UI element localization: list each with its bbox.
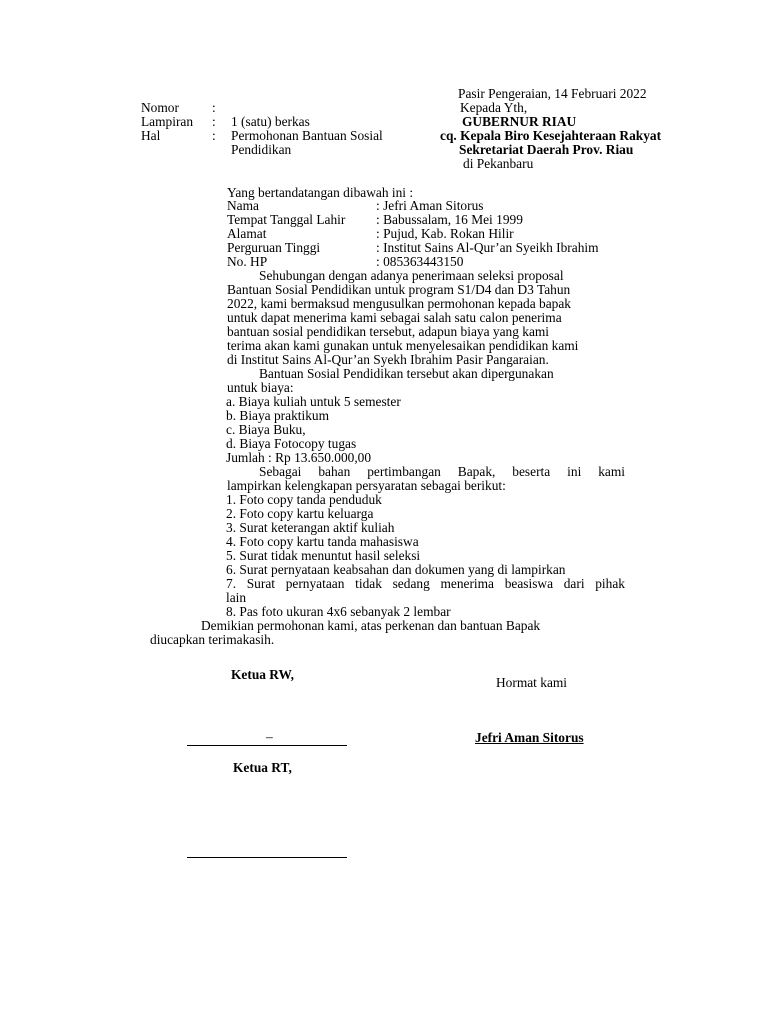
recipient-greeting: Kepada Yth,	[460, 100, 528, 115]
nomor-label: Nomor	[141, 100, 179, 115]
signer-name: Jefri Aman Sitorus	[475, 730, 584, 745]
attachment-item-text: 7. Surat pernyataan tidak sedang menerima beasiswa dari pihak	[226, 576, 625, 591]
closing-line2: diucapkan terimakasih.	[150, 632, 275, 647]
nomor-colon: :	[212, 100, 216, 115]
identity-value: : Babussalam, 16 Mei 1999	[376, 212, 523, 227]
rw-signature-mark: –	[266, 729, 273, 744]
identity-row	[0, 241, 768, 255]
rw-title: Ketua RW,	[231, 667, 295, 682]
attachment-item: 6. Surat pernyataan keabsahan dan dokumen yang di lampirkan	[226, 562, 566, 577]
identity-row	[0, 227, 768, 241]
body-paragraph-line: untuk dapat menerima kami sebagai salah satu calon penerima	[227, 310, 562, 325]
rt-title: Ketua RT,	[233, 760, 292, 775]
lampiran-value: 1 (satu) berkas	[231, 114, 310, 129]
identity-label: Nama	[227, 198, 259, 213]
attachment-item: 5. Surat tidak menuntut hasil seleksi	[226, 548, 421, 563]
hal-value-line2: Pendidikan	[231, 142, 292, 157]
body-paragraph-line: lampirkan kelengkapan persyaratan sebagai berikut:	[227, 478, 506, 493]
body-paragraph-line: Bantuan Sosial Pendidikan untuk program S1/D4 dan D3 Tahun	[227, 282, 571, 297]
recipient-bureau: cq. Kepala Biro Kesejahteraan Rakyat	[440, 128, 662, 143]
cost-item: b. Biaya praktikum	[226, 408, 330, 423]
identity-value: : 085363443150	[376, 254, 464, 269]
recipient-governor: GUBERNUR RIAU	[462, 114, 577, 129]
lampiran-colon: :	[212, 114, 216, 129]
identity-value: : Jefri Aman Sitorus	[376, 198, 484, 213]
identity-value: : Institut Sains Al-Qur’an Syeikh Ibrahim	[376, 240, 599, 255]
cost-item: a. Biaya kuliah untuk 5 semester	[226, 394, 401, 409]
identity-row	[0, 255, 768, 269]
rw-signature-line	[187, 745, 347, 746]
body-paragraph-line: di Institut Sains Al-Qur’an Syekh Ibrahim Pasir Pangaraian.	[227, 352, 549, 367]
identity-row	[0, 213, 768, 227]
attachment-item: 1. Foto copy tanda penduduk	[226, 492, 382, 507]
hal-colon: :	[212, 128, 216, 143]
attachment-item	[226, 577, 625, 591]
body-paragraph-line	[259, 465, 625, 479]
identity-value: : Pujud, Kab. Rokan Hilir	[376, 226, 514, 241]
cost-item: c. Biaya Buku,	[226, 422, 306, 437]
total-amount: Jumlah : Rp 13.650.000,00	[226, 450, 372, 465]
attachment-item: 2. Foto copy kartu keluarga	[226, 506, 374, 521]
body-paragraph-line: Bantuan Sosial Pendidikan tersebut akan dipergunakan	[259, 366, 554, 381]
body-paragraph-line: 2022, kami bermaksud mengusulkan permohonan kepada bapak	[227, 296, 571, 311]
lampiran-label: Lampiran	[141, 114, 194, 129]
identity-label: No. HP	[227, 254, 268, 269]
identity-label: Perguruan Tinggi	[227, 240, 321, 255]
recipient-secretariat: Sekretariat Daerah Prov. Riau	[459, 142, 634, 157]
recipient-city: di Pekanbaru	[463, 156, 534, 171]
rt-signature-line	[187, 857, 347, 858]
body-paragraph-line: terima akan kami gunakan untuk menyelesaikan pendidikan kami	[227, 338, 579, 353]
identity-label: Tempat Tanggal Lahir	[227, 212, 346, 227]
place-date: Pasir Pengeraian, 14 Februari 2022	[458, 86, 647, 101]
identity-label: Alamat	[227, 226, 267, 241]
body-paragraph-line: untuk biaya:	[227, 380, 294, 395]
identity-row	[0, 199, 768, 213]
cost-item: d. Biaya Fotocopy tugas	[226, 436, 357, 451]
closing-line1: Demikian permohonan kami, atas perkenan dan bantuan Bapak	[201, 618, 541, 633]
identity-intro: Yang bertandatangan dibawah ini :	[227, 185, 414, 200]
attachment-item: 8. Pas foto ukuran 4x6 sebanyak 2 lembar	[226, 604, 451, 619]
hal-value-line1: Permohonan Bantuan Sosial	[231, 128, 383, 143]
body-paragraph-line: Sehubungan dengan adanya penerimaan seleksi proposal	[259, 268, 564, 283]
attachment-item: 3. Surat keterangan aktif kuliah	[226, 520, 395, 535]
hormat-kami: Hormat kami	[496, 675, 568, 690]
hal-label: Hal	[141, 128, 161, 143]
attachment-item-continued: lain	[226, 590, 247, 605]
para3-line1: Sebagai bahan pertimbangan Bapak, beserta ini kami	[259, 464, 625, 479]
attachment-item: 4. Foto copy kartu tanda mahasiswa	[226, 534, 419, 549]
body-paragraph-line: bantuan sosial pendidikan tersebut, adapun biaya yang kami	[227, 324, 550, 339]
